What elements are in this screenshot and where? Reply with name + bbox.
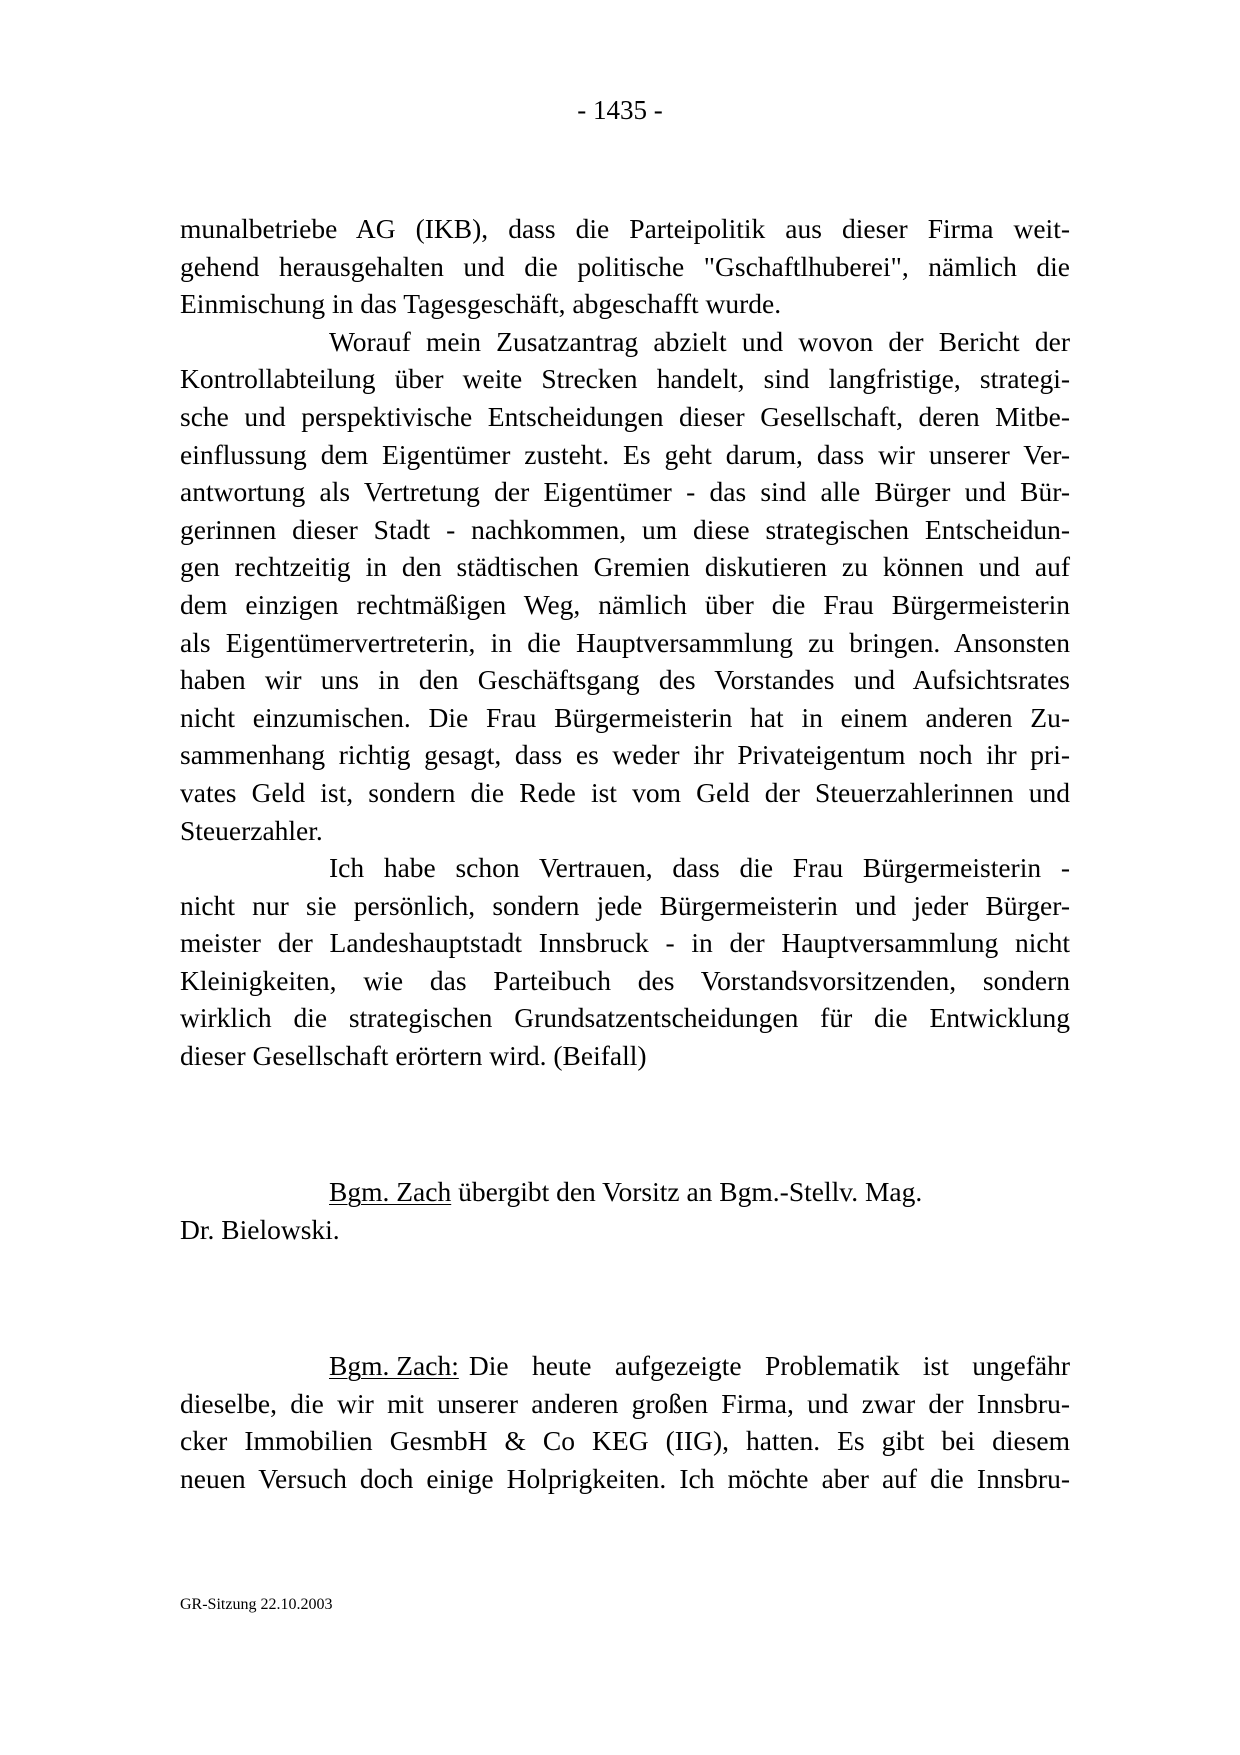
text-line: Kleinigkeiten, wie das Parteibuch des Vorstandsvorsitzenden, sondern — [180, 964, 1070, 996]
text-line: als Eigentümervertreterin, in die Hauptversammlung zu bringen. Ansonsten — [180, 626, 1070, 658]
speech-paragraph — [180, 1347, 1070, 1497]
text-line: neuen Versuch doch einige Holprigkeiten. Ich möchte aber auf die Innsbru- — [180, 1462, 1070, 1494]
speaker-name: Bgm. Zach — [329, 1176, 452, 1207]
footer-session-date: GR-Sitzung 22.10.2003 — [180, 1596, 333, 1613]
text-line: Einmischung in das Tagesgeschäft, abgeschafft wurde. — [180, 288, 782, 320]
text-line: vates Geld ist, sondern die Rede ist vom Geld der Steuerzahlerinnen und — [180, 776, 1070, 808]
text-line: Worauf mein Zusatzantrag abzielt und wovon der Bericht der — [329, 325, 1070, 357]
text-line: cker Immobilien GesmbH & Co KEG (IIG), hatten. Es gibt bei diesem — [180, 1425, 1070, 1457]
text-line: sammenhang richtig gesagt, dass es weder ihr Privateigentum noch ihr pri- — [180, 739, 1070, 771]
text-line: Steuerzahler. — [180, 814, 323, 846]
text-line: Ich habe schon Vertrauen, dass die Frau Bürgermeisterin - — [329, 852, 1070, 884]
speech-text: Die heute aufgezeigte Problematik ist ungefähr — [468, 1350, 1070, 1381]
text-line: wirklich die strategischen Grundsatzentscheidungen für die Entwicklung — [180, 1002, 1070, 1034]
text-line: antwortung als Vertretung der Eigentümer - das sind alle Bürger und Bür- — [180, 476, 1070, 508]
text-line: gehend herausgehalten und die politische "Gschaftlhuberei", nämlich die — [180, 250, 1070, 282]
speaker-name: Bgm. Zach: — [329, 1350, 459, 1381]
text-line: sche und perspektivische Entscheidungen dieser Gesellschaft, deren Mitbe- — [180, 400, 1070, 432]
text-line: gerinnen dieser Stadt - nachkommen, um diese strategischen Entscheidun- — [180, 513, 1070, 545]
chair-handover-note — [180, 1173, 1070, 1248]
text-line: gen rechtzeitig in den städtischen Gremien diskutieren zu können und auf — [180, 551, 1070, 583]
text-line: nicht einzumischen. Die Frau Bürgermeisterin hat in einem anderen Zu- — [180, 701, 1070, 733]
text-line: munalbetriebe AG (IKB), dass die Parteipolitik aus dieser Firma weit- — [180, 213, 1070, 244]
text-line: Dr. Bielowski. — [180, 1213, 340, 1245]
text-line: meister der Landeshauptstadt Innsbruck - in der Hauptversammlung nicht — [180, 927, 1070, 959]
page-number: - 1435 - — [577, 95, 663, 125]
text-line: dem einzigen rechtmäßigen Weg, nämlich über die Frau Bürgermeisterin — [180, 588, 1070, 620]
text-line — [180, 1173, 1070, 1211]
handover-text: übergibt den Vorsitz an Bgm.-Stellv. Mag. — [451, 1176, 923, 1207]
text-line — [180, 1347, 1070, 1385]
text-line: dieser Gesellschaft erörtern wird. (Beifall) — [180, 1040, 647, 1072]
text-line: haben wir uns in den Geschäftsgang des Vorstandes und Aufsichtsrates — [180, 664, 1070, 696]
text-line: nicht nur sie persönlich, sondern jede Bürgermeisterin und jeder Bürger- — [180, 889, 1070, 921]
text-line: Kontrollabteilung über weite Strecken handelt, sind langfristige, strategi- — [180, 363, 1070, 395]
text-line: dieselbe, die wir mit unserer anderen großen Firma, und zwar der Innsbru- — [180, 1387, 1070, 1419]
paragraph-continuation — [180, 210, 1070, 1075]
text-line: einflussung dem Eigentümer zusteht. Es geht darum, dass wir unserer Ver- — [180, 438, 1070, 470]
